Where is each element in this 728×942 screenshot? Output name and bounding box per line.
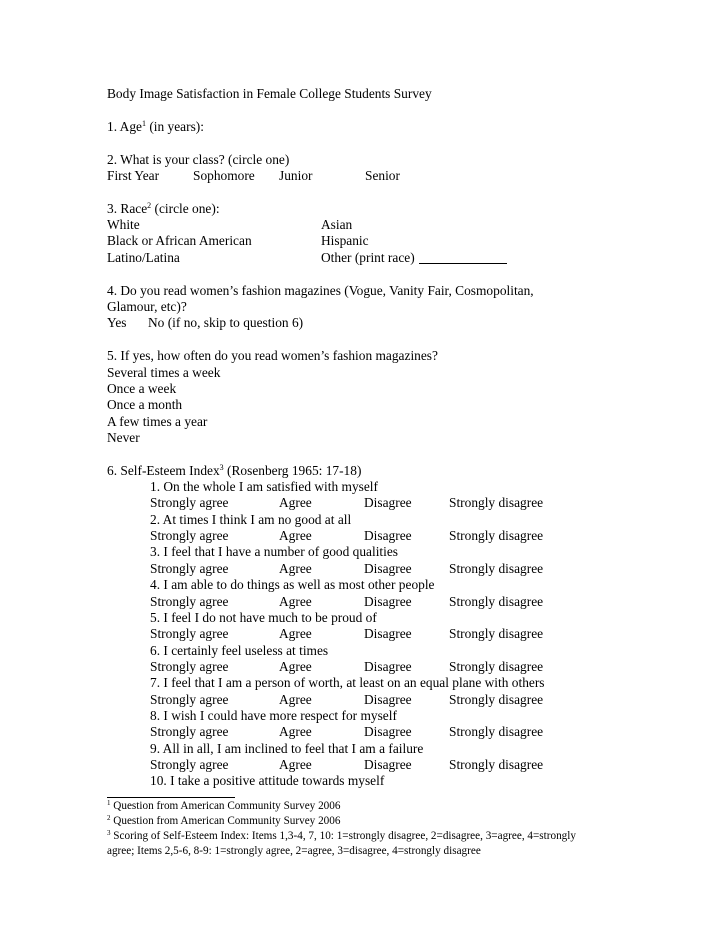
q3-option-other[interactable]: Other (print race)	[321, 250, 507, 266]
self-esteem-item: 7. I feel that I am a person of worth, at least on an equal plane with others	[150, 675, 545, 691]
self-esteem-item: 3. I feel that I have a number of good qualities	[150, 544, 399, 560]
q5-question: 5. If yes, how often do you read women’s fashion magazines?	[107, 348, 438, 363]
response-option-disagree[interactable]: Disagree	[364, 593, 412, 609]
response-option-strongly-disagree[interactable]: Strongly disagree	[449, 658, 544, 674]
q3-race: 3. Race$^2$ (circle one):	[107, 201, 220, 216]
response-option-agree[interactable]: Agree	[279, 757, 312, 772]
self-esteem-item: 2. At times I think I am no good at all	[150, 511, 352, 527]
response-option-strongly-disagree[interactable]: Strongly disagree	[449, 528, 544, 543]
q6-heading: 6. Self-Esteem Index$^3$ (Rosenberg 1965: 17-18)	[107, 463, 362, 478]
response-option-strongly-disagree[interactable]: Strongly disagree	[449, 757, 544, 772]
response-option-strongly-disagree[interactable]: Strongly disagree	[449, 626, 544, 642]
footnote-3-line2: agree; Items 2,5-6, 8-9: 1=strongly agree, 2=agree, 3=disagree, 4=strongly disagree	[107, 845, 481, 857]
q5-option[interactable]: Several times a week	[107, 365, 221, 380]
self-esteem-item: 8. I wish I could have more respect for myself	[150, 707, 397, 723]
q3-option-white[interactable]: White	[107, 217, 140, 232]
q5-option[interactable]: Once a month	[107, 397, 183, 412]
q2-question: 2. What is your class? (circle one)	[107, 152, 290, 167]
footnote-divider	[107, 797, 235, 798]
response-option-disagree[interactable]: Disagree	[364, 757, 412, 772]
response-option-strongly-agree[interactable]: Strongly agree	[150, 757, 229, 772]
response-option-agree[interactable]: Agree	[279, 528, 312, 543]
response-option-disagree[interactable]: Disagree	[364, 658, 412, 674]
response-option-disagree[interactable]: Disagree	[364, 691, 412, 707]
response-option-agree[interactable]: Agree	[279, 691, 312, 707]
q5-option[interactable]: Once a week	[107, 381, 177, 396]
response-option-strongly-disagree[interactable]: Strongly disagree	[449, 593, 544, 609]
response-option-agree[interactable]: Agree	[279, 658, 312, 674]
footnote-1: $^1$ Question from American Community Survey 2006	[107, 799, 341, 812]
self-esteem-item: 9. All in all, I am inclined to feel that I am a failure	[150, 740, 424, 756]
response-option-agree[interactable]: Agree	[279, 724, 312, 740]
response-option-agree[interactable]: Agree	[279, 593, 312, 609]
self-esteem-item: 10. I take a positive attitude towards myself	[150, 773, 385, 789]
q2-option-first-year[interactable]: First Year	[107, 168, 160, 183]
response-option-strongly-disagree[interactable]: Strongly disagree	[449, 495, 544, 511]
self-esteem-item: 5. I feel I do not have much to be proud of	[150, 609, 377, 625]
response-option-strongly-agree[interactable]: Strongly agree	[150, 724, 229, 740]
self-esteem-item: 1. On the whole I am satisfied with myself	[150, 479, 378, 494]
response-option-strongly-agree[interactable]: Strongly agree	[150, 626, 229, 642]
response-option-agree[interactable]: Agree	[279, 626, 312, 642]
q3-option-hispanic[interactable]: Hispanic	[321, 233, 369, 248]
response-option-strongly-agree[interactable]: Strongly agree	[150, 528, 229, 543]
q1-age: 1. Age$^1$ (in years):	[107, 119, 204, 134]
q5-option[interactable]: Never	[107, 430, 140, 445]
self-esteem-item: 4. I am able to do things as well as most other people	[150, 577, 435, 593]
response-option-strongly-agree[interactable]: Strongly agree	[150, 593, 229, 609]
response-option-disagree[interactable]: Disagree	[364, 626, 412, 642]
response-option-strongly-disagree[interactable]: Strongly disagree	[449, 560, 544, 576]
footnote-2: $^2$ Question from American Community Survey 2006	[107, 814, 341, 827]
response-option-strongly-disagree[interactable]: Strongly disagree	[449, 724, 544, 740]
q2-option-junior[interactable]: Junior	[279, 168, 313, 183]
survey-title: Body Image Satisfaction in Female College Students Survey	[107, 86, 432, 101]
self-esteem-item: 6. I certainly feel useless at times	[150, 642, 329, 658]
q3-option-asian[interactable]: Asian	[321, 217, 353, 232]
q3-option-latino[interactable]: Latino/Latina	[107, 250, 180, 265]
response-option-strongly-agree[interactable]: Strongly agree	[150, 691, 229, 707]
q2-option-sophomore[interactable]: Sophomore	[193, 168, 255, 183]
q4-option-no[interactable]: No (if no, skip to question 6)	[148, 315, 304, 330]
response-option-strongly-agree[interactable]: Strongly agree	[150, 658, 229, 674]
q2-option-senior[interactable]: Senior	[365, 168, 400, 183]
q3-option-black[interactable]: Black or African American	[107, 233, 252, 248]
response-option-strongly-agree[interactable]: Strongly agree	[150, 560, 229, 576]
response-option-disagree[interactable]: Disagree	[364, 724, 412, 740]
q4-question-line1: 4. Do you read women’s fashion magazines (Vogue, Vanity Fair, Cosmopolitan,	[107, 283, 534, 298]
q5-option[interactable]: A few times a year	[107, 414, 208, 429]
response-option-strongly-disagree[interactable]: Strongly disagree	[449, 691, 544, 707]
response-option-agree[interactable]: Agree	[279, 495, 312, 511]
response-option-agree[interactable]: Agree	[279, 560, 312, 576]
response-option-disagree[interactable]: Disagree	[364, 528, 412, 543]
footnote-3: $^3$ Scoring of Self-Esteem Index: Items 1,3-4, 7, 10: 1=strongly disagree, 2=disagree, 3=agree, 4=strongly	[107, 829, 576, 842]
response-option-disagree[interactable]: Disagree	[364, 560, 412, 576]
response-option-disagree[interactable]: Disagree	[364, 495, 412, 511]
other-race-blank[interactable]	[419, 251, 507, 264]
q4-question-line2: Glamour, etc)?	[107, 299, 187, 314]
response-option-strongly-agree[interactable]: Strongly agree	[150, 495, 229, 511]
q4-option-yes[interactable]: Yes	[107, 315, 127, 330]
